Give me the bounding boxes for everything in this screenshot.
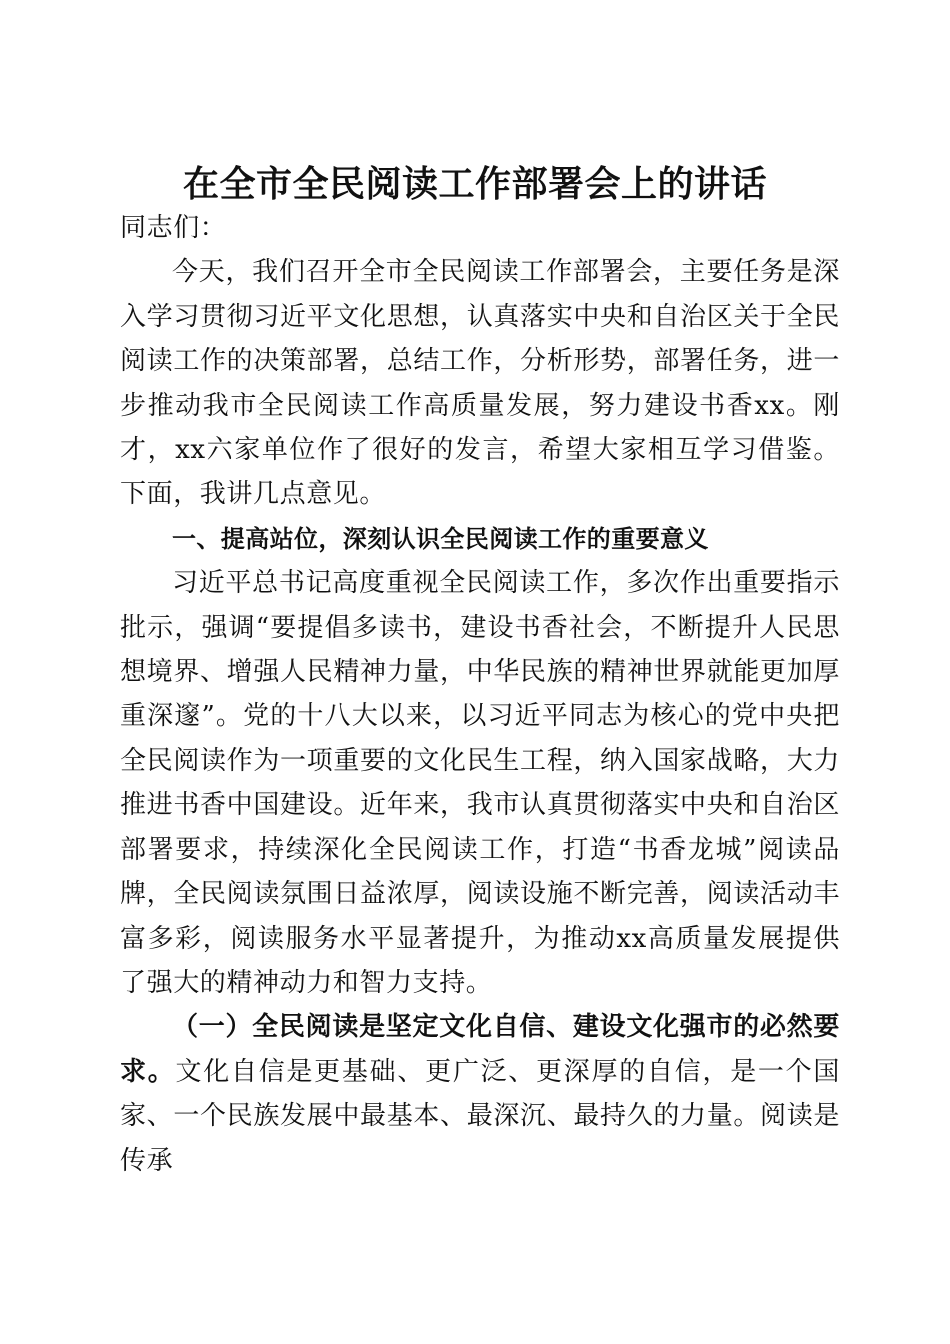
sub-section-heading-1: （一）全民阅读是坚定文化自信、建设文化强市的必然要求。 xyxy=(120,1012,840,1087)
section-heading-1: 一、提高站位，深刻认识全民阅读工作的重要意义 xyxy=(172,524,709,553)
section-1-paragraph: 习近平总书记高度重视全民阅读工作，多次作出重要指示批示，强调“要提倡多读书，建设书香社会，不断提升人民思想境界、增强人民精神力量，中华民族的精神世界就能更加厚重深邃”。党的十八大以来，以习近平同志为核心的党中央把全民阅读作为一项重要的文化民生工程，纳入国家战略，大力推进书香中国建设。近年来，我市认真贯彻落实中央和自治区部署要求，持续深化全民阅读工作，打造“书香龙城”阅读品牌，全民阅读氛围日益浓厚，阅读设施不断完善，阅读活动丰富多彩，阅读服务水平显著提升，为推动xx高质量发展提供了强大的精神动力和智力支持。 xyxy=(120,568,840,998)
intro-paragraph: 今天，我们召开全市全民阅读工作部署会，主要任务是深入学习贯彻习近平文化思想，认真落实中央和自治区关于全民阅读工作的决策部署，总结工作，分析形势，部署任务，进一步推动我市全民阅读工作高质量发展，努力建设书香xx。刚才，xx六家单位作了很好的发言，希望大家相互学习借鉴。下面，我讲几点意见。 xyxy=(120,257,840,510)
document-body xyxy=(120,206,840,1183)
document-title: 在全市全民阅读工作部署会上的讲话 xyxy=(182,163,767,206)
sub-section-1-text: 文化自信是更基础、更广泛、更深厚的自信，是一个国家、一个民族发展中最基本、最深沉、最持久的力量。阅读是传承 xyxy=(120,1056,841,1176)
salutation: 同志们： xyxy=(120,213,227,243)
sub-section-1-paragraph xyxy=(120,1005,840,1183)
